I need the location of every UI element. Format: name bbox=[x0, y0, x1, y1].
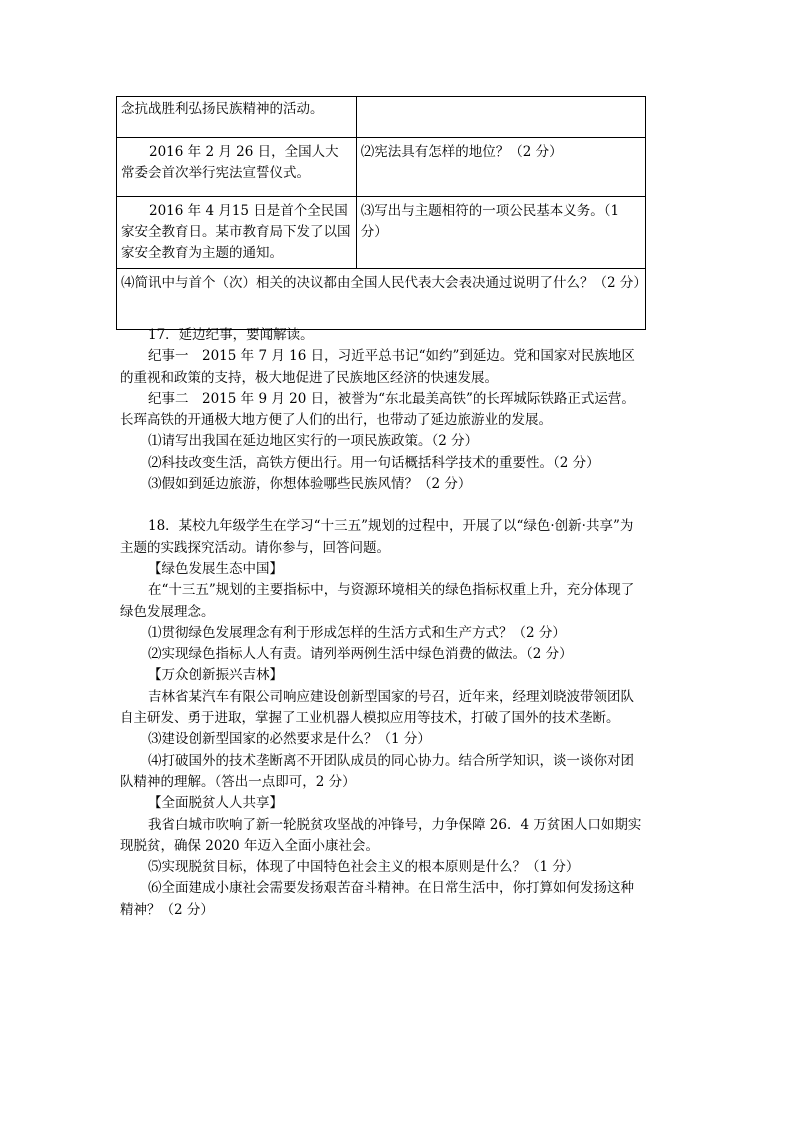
q18-section-1-text: 在“十三五”规划的主要指标中，与资源环境相关的绿色指标权重上升，充分体现了绿色发展理念。 bbox=[120, 582, 635, 620]
table-cell bbox=[356, 97, 645, 138]
questions-body bbox=[120, 325, 646, 921]
question-4-cell: ⑷简讯中与首个（次）相关的决议都由全国人民代表大会表决通过说明了什么？（2 分） bbox=[117, 269, 646, 330]
q18-sub-1: ⑴贯彻绿色发展理念有利于形成怎样的生活方式和生产方式？（2 分） bbox=[148, 624, 566, 641]
q18-section-1-heading: 【绿色发展生态中国】 bbox=[148, 560, 283, 577]
question-18-title: 18．某校九年级学生在学习“十三五”规划的过程中，开展了以“绿色·创新·共享”为主题的实践探究活动。请你参与，回答问题。 bbox=[120, 518, 634, 556]
q17-event-2: 纪事二 2015 年 9 月 20 日，被誉为“东北最美高铁”的长珲城际铁路正式运营。长珲高铁的开通极大地方便了人们的出行，也带动了延边旅游业的发展。 bbox=[120, 390, 635, 429]
q17-sub-1: ⑴请写出我国在延边地区实行的一项民族政策。（2 分） bbox=[148, 433, 479, 450]
table-row bbox=[117, 197, 646, 269]
question-3-cell: ⑶写出与主题相符的一项公民基本义务。（1 分） bbox=[356, 197, 645, 269]
q18-sub-6: ⑹全面建成小康社会需要发扬艰苦奋斗精神。在日常生活中，你打算如何发扬这种精神？（2 分） bbox=[120, 880, 634, 918]
q18-section-3-text: 我省白城市吹响了新一轮脱贫攻坚战的冲锋号，力争保障 26．4 万贫困人口如期实现脱贫，确保 2020 年迈入全面小康社会。 bbox=[120, 816, 642, 854]
q18-section-3-heading: 【全面脱贫人人共享】 bbox=[148, 795, 283, 812]
table-cell: 2016 年 4 月15 日是首个全民国家安全教育日。某市教育局下发了以国家安全教育为主题的通知。 bbox=[117, 197, 357, 269]
q17-sub-3: ⑶假如到延边旅游，你想体验哪些民族风情？（2 分） bbox=[148, 476, 472, 493]
table-row bbox=[117, 269, 646, 330]
q18-section-2-text: 吉林省某汽车有限公司响应建设创新型国家的号召，近年来，经理刘晓波带领团队自主研发、勇于进取，掌握了工业机器人模拟应用等技术，打破了国外的技术垄断。 bbox=[120, 688, 634, 727]
table-row bbox=[117, 97, 646, 138]
news-table bbox=[116, 96, 646, 330]
q18-sub-4: ⑷打破国外的技术垄断离不开团队成员的同心协力。结合所学知识，谈一谈你对团队精神的理解。（答出一点即可，2 分） bbox=[120, 752, 634, 790]
q18-sub-2: ⑵实现绿色指标人人有责。请列举两例生活中绿色消费的做法。（2 分） bbox=[148, 646, 573, 663]
q17-event-1: 纪事一 2015 年 7 月 16 日，习近平总书记“如约”到延边。党和国家对民族地区的重视和政策的支持，极大地促进了民族地区经济的快速发展。 bbox=[120, 348, 635, 386]
q17-sub-2: ⑵科技改变生活，高铁方便出行。用一句话概括科学技术的重要性。（2 分） bbox=[148, 454, 600, 471]
table-cell: 念抗战胜利弘扬民族精神的活动。 bbox=[117, 97, 357, 138]
table-row bbox=[117, 138, 646, 197]
q18-section-2-heading: 【万众创新振兴吉林】 bbox=[148, 667, 283, 684]
spacer bbox=[120, 495, 646, 516]
q18-sub-3: ⑶建设创新型国家的必然要求是什么？（1 分） bbox=[148, 731, 431, 748]
q18-sub-5: ⑸实现脱贫目标，体现了中国特色社会主义的根本原则是什么？（1 分） bbox=[148, 859, 580, 876]
question-17-title: 17．延边纪事，要闻解读。 bbox=[148, 327, 314, 343]
table-cell: 2016 年 2 月 26 日，全国人大常委会首次举行宪法宣誓仪式。 bbox=[117, 138, 357, 197]
question-2-cell: ⑵宪法具有怎样的地位？（2 分） bbox=[356, 138, 645, 197]
